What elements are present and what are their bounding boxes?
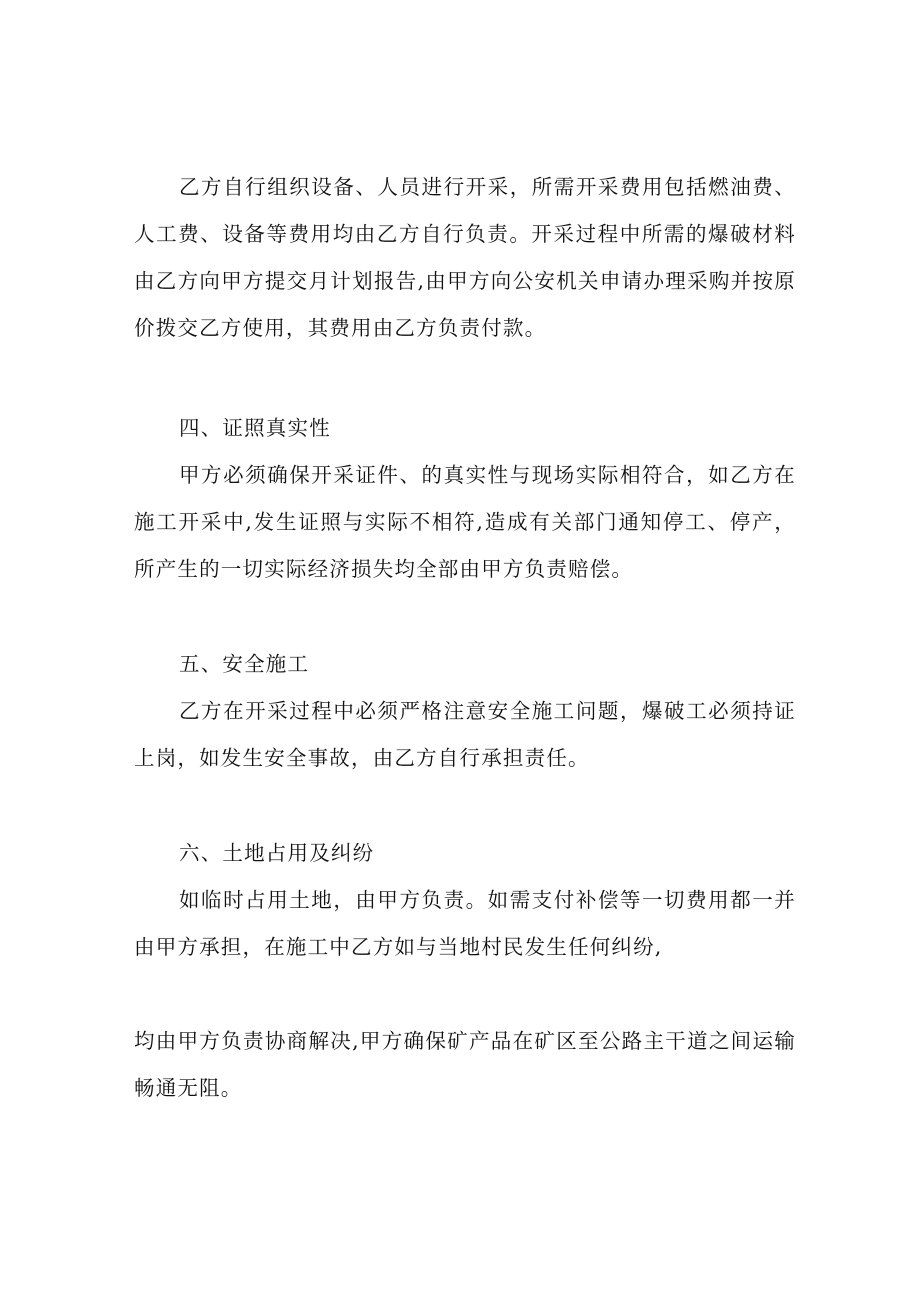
paragraph-safe-construction: 乙方在开采过程中必须严格注意安全施工问题，爆破工必须持证上岗，如发生安全事故，由乙方自行承担责任。 xyxy=(134,699,796,770)
section-heading-safe-construction: 五、安全施工 xyxy=(179,652,310,676)
section-heading-license-authenticity: 四、证照真实性 xyxy=(179,416,331,440)
paragraph-mining-costs: 乙方自行组织设备、人员进行开采，所需开采费用包括燃油费、人工费、设备等费用均由乙方自行负责。开采过程中所需的爆破材料由乙方向甲方提交月计划报告,由甲方向公安机关申请办理采购并按原价拨交乙方使用，其费用由乙方负责付款。 xyxy=(134,175,796,340)
paragraph-land-use-disputes-continued: 均由甲方负责协商解决,甲方确保矿产品在矿区至公路主干道之间运输畅通无阻。 xyxy=(134,1029,796,1100)
paragraph-land-use-disputes: 如临时占用土地，由甲方负责。如需支付补偿等一切费用都一并由甲方承担，在施工中乙方如与当地村民发生任何纠纷, xyxy=(134,888,796,959)
section-heading-land-use-disputes: 六、土地占用及纠纷 xyxy=(179,841,375,865)
paragraph-license-authenticity: 甲方必须确保开采证件、的真实性与现场实际相符合，如乙方在施工开采中,发生证照与实际不相符,造成有关部门通知停工、停产，所产生的一切实际经济损失均全部由甲方负责赔偿。 xyxy=(134,463,796,581)
